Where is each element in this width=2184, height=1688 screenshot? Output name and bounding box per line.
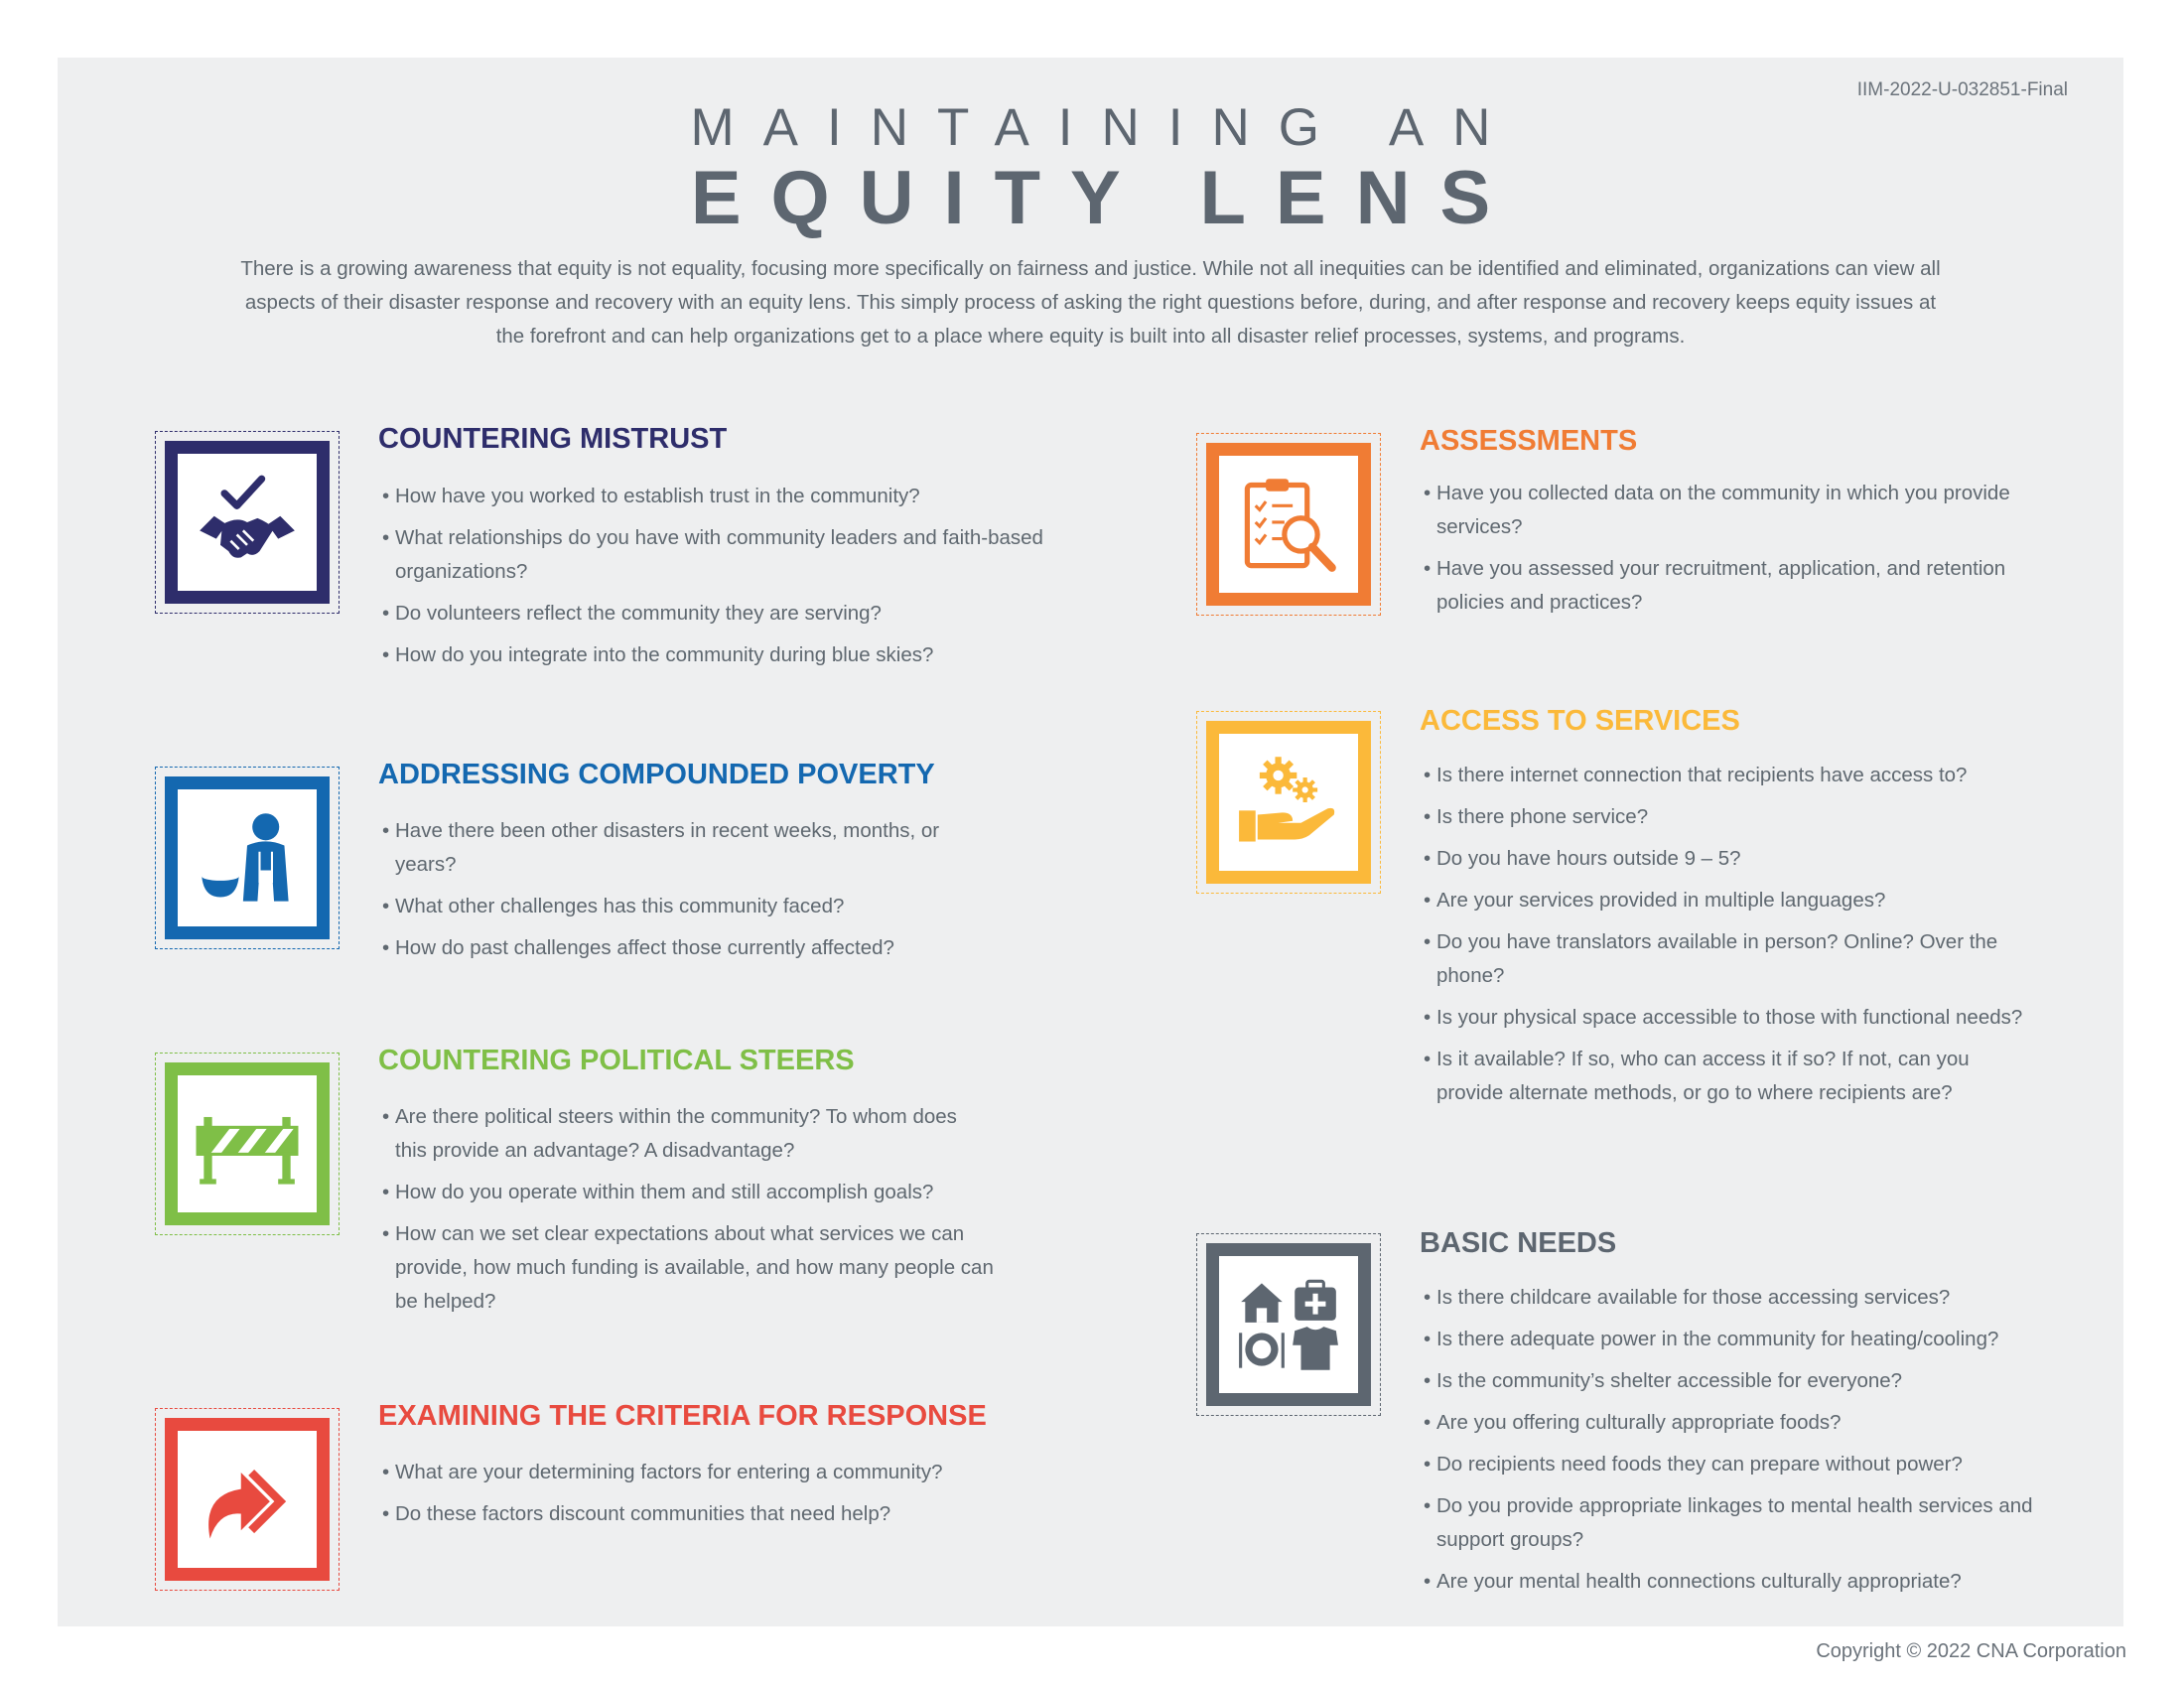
list-item: • Have you collected data on the community in which you provide services? [1420,477,2035,544]
barricade-icon [196,1092,299,1196]
countering-mistrust-icon-frame [155,431,340,614]
intro-paragraph: There is a growing awareness that equity is not equality, focusing more specifically on fairness and justice. While not all inequities can be identified and eliminated, organizations can view all aspects of their disaster response and recovery with an equity lens. This simply process of asking the right questions before, during, and after response and recovery keeps equity issues at the forefront and can help organizations get to a place where equity is built into all disaster relief processes, systems, and programs. [240,257,1941,348]
political-steers-icon-frame [155,1053,340,1235]
list-item: • Do volunteers reflect the community they are serving? [378,597,1053,631]
handshake-check-icon [196,471,299,574]
list-item: • What are your determining factors for entering a community? [378,1456,1033,1489]
list-item: • How do past challenges affect those currently affected? [378,931,954,965]
hand-gears-icon [1237,751,1340,854]
basic-needs-icon [1237,1273,1340,1376]
countering-mistrust-title: COUNTERING MISTRUST [378,423,728,455]
list-item: • Is there childcare available for those accessing services? [1420,1281,2055,1315]
compounded-poverty-icon-frame [155,767,340,949]
access-services-list [1420,759,2035,1118]
list-item: • How have you worked to establish trust in the community? [378,480,1053,513]
access-services-icon-frame [1196,711,1381,894]
list-item: • Have there been other disasters in recent weeks, months, or years? [378,814,954,882]
list-item: • Do you provide appropriate linkages to mental health services and support groups? [1420,1489,2055,1557]
list-item: • Are your mental health connections culturally appropriate? [1420,1565,2055,1599]
basic-needs-icon-frame [1196,1233,1381,1416]
criteria-response-title: EXAMINING THE CRITERIA FOR RESPONSE [378,1400,987,1432]
list-item: • What other challenges has this community faced? [378,890,954,923]
list-item: • Do you have hours outside 9 – 5? [1420,842,2035,876]
assessments-list [1420,477,2035,628]
clipboard-magnifier-icon [1237,473,1340,576]
compounded-poverty-list [378,814,954,973]
list-item: • Is there internet connection that recipients have access to? [1420,759,2035,792]
list-item: • Do recipients need foods they can prepare without power? [1420,1448,2055,1481]
list-item: • How do you operate within them and still accomplish goals? [378,1176,994,1209]
person-with-bowl-icon [196,806,299,910]
list-item: • Is there phone service? [1420,800,2035,834]
list-item: • Do you have translators available in person? Online? Over the phone? [1420,925,2035,993]
basic-needs-list [1420,1281,2055,1607]
access-services-title: ACCESS TO SERVICES [1420,705,1740,737]
title-line-1: MAINTAINING AN [690,98,1520,157]
countering-mistrust-list [378,480,1053,680]
list-item: • Are there political steers within the community? To whom does this provide an advantage? A disadvantage? [378,1100,994,1168]
copyright: Copyright © 2022 CNA Corporation [1816,1640,2126,1662]
list-item: • What relationships do you have with community leaders and faith-based organizations? [378,521,1053,589]
assessments-title: ASSESSMENTS [1420,425,1638,457]
list-item: • Is there adequate power in the community for heating/cooling? [1420,1323,2055,1356]
assessments-icon-frame [1196,433,1381,616]
criteria-response-icon-frame [155,1408,340,1591]
criteria-response-list [378,1456,1033,1539]
page-panel [58,58,2123,1626]
forward-arrow-icon [196,1448,299,1551]
list-item: • How do you integrate into the community during blue skies? [378,638,1053,672]
list-item: • Are you offering culturally appropriate foods? [1420,1406,2055,1440]
list-item: • Is it available? If so, who can access it if so? If not, can you provide alternate methods, or go to where recipients are? [1420,1043,2035,1110]
list-item: • Are your services provided in multiple languages? [1420,884,2035,917]
political-steers-list [378,1100,994,1327]
compounded-poverty-title: ADDRESSING COMPOUNDED POVERTY [378,759,935,790]
list-item: • Do these factors discount communities that need help? [378,1497,1033,1531]
title-line-2: EQUITY LENS [690,156,1521,240]
list-item: • Is the community’s shelter accessible for everyone? [1420,1364,2055,1398]
list-item: • Have you assessed your recruitment, application, and retention policies and practices? [1420,552,2035,620]
basic-needs-title: BASIC NEEDS [1420,1227,1617,1259]
list-item: • How can we set clear expectations about what services we can provide, how much funding is available, and how many people can be helped? [378,1217,994,1319]
political-steers-title: COUNTERING POLITICAL STEERS [378,1045,855,1076]
list-item: • Is your physical space accessible to those with functional needs? [1420,1001,2035,1035]
document-id: IIM-2022-U-032851-Final [1856,79,2068,100]
